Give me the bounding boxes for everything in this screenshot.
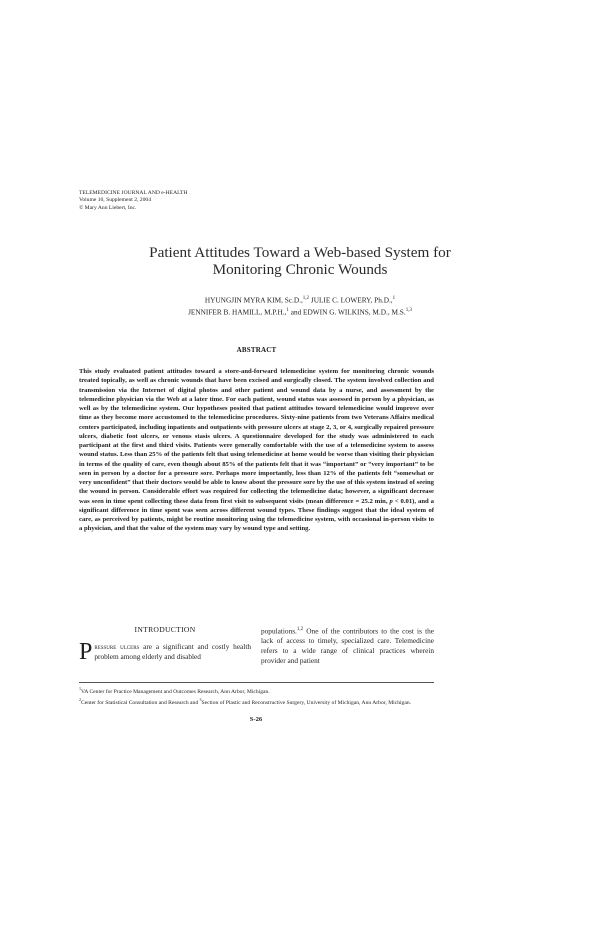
author-hamill-affil: 1 — [286, 308, 289, 314]
footnote-2-marker: 2 — [79, 697, 81, 703]
intro-smallcaps: ressure ulcers — [94, 642, 140, 651]
footnote-1-text: VA Center for Practice Management and Outcomes Research, Ann Arbor, Michigan. — [81, 688, 270, 695]
page-number: S-26 — [249, 716, 263, 723]
introduction-heading: INTRODUCTION — [134, 625, 196, 634]
title-line-1: Patient Attitudes Toward a Web-based System for — [149, 244, 451, 261]
intro-right-text-2: One of the contributors to the cost is the lack of access to timely, specialized care. Telemedicine refers to a wide range of clinical practices wherein provider and patient — [261, 626, 434, 666]
author-kim: HYUNGJIN MYRA KIM, Sc.D., — [204, 295, 303, 305]
title-line-2: Monitoring Chronic Wounds — [212, 261, 388, 278]
abstract-body — [79, 367, 434, 534]
author-list — [60, 293, 540, 318]
author-line-1 — [60, 293, 540, 305]
footnote-1 — [79, 685, 437, 696]
paper-title — [40, 244, 560, 278]
footnote-3-text: Section of Plastic and Reconstructive Surgery, University of Michigan, Ann Arbor, Michigan. — [201, 700, 412, 707]
journal-copyright: © Mary Ann Liebert, Inc. — [79, 204, 137, 211]
abstract-text-part2: < 0.01), and a significant difference in time spent was seen across different wound types. These findings suggest that the ideal system of care, as perceived by patients, might be routine monitoring using the telemedicine system, with occasional in-person visits to a physician, and that the value of the system may vary by wound type and setting. — [79, 497, 434, 533]
author-lowery: JULIE C. LOWERY, Ph.D., — [309, 295, 393, 305]
footnote-divider — [79, 682, 434, 683]
author-wilkins-affil: 1,3 — [405, 308, 412, 314]
author-kim-affil: 1,2 — [302, 296, 310, 301]
right-column — [261, 625, 434, 666]
abstract-text-part1: This study evaluated patient attitudes toward a store-and-forward telemedicine system for monitoring chronic wounds treated topically, as well as chronic wounds that have been excised and surgically closed. The system involved collection and transmission via the Internet of digital photos and other patient and wound data by a nurse, and assessment by the telemedicine physician via the Web at a later time. For each patient, wound status was assessed in person by a physician, as well as by the telemedicine system. Our hypotheses posited that patient attitudes toward telemedicine would improve over time as they become more accustomed to the telemedicine procedures. Sixty-nine patients from two Veterans Affairs medical centers participated, including inpatients and outpatients with pressure ulcers at stage 2, 3, or 4, surgically repaired pressure ulcers, diabetic foot ulcers, or venous stasis ulcers. A questionnaire developed for the study was administered to each participant at the first and third visits. Patients were generally comfortable with the use of a telemedicine system to assess wound status. Less than 25% of the patients felt that using telemedicine at home would be worse than visiting their physician in terms of the quality of care, even though about 85% of the patients felt that it was “important” or “very important” to be seen in person by a doctor for a pressure sore. Perhaps more importantly, less than 12% of the patients felt “somewhat or very unconfident” that their doctors would be able to know about the pressure sore by the use of this system instead of seeing the wound in person. Considerable effort was required for collecting the telemedicine data; however, a significant decrease was seen in time spent collecting these data from first visit to subsequent visits (mean difference = 25.2 min, — [79, 368, 434, 505]
footnote-2-text: Center for Statistical Consultation and Research and — [81, 700, 200, 707]
author-line-2 — [60, 305, 540, 317]
footnote-3-marker: 3 — [199, 697, 202, 703]
intro-citation: 1,2 — [296, 627, 304, 632]
abstract-heading: ABSTRACT — [236, 346, 277, 354]
footnote-2 — [79, 696, 437, 707]
journal-volume: Volume 10, Supplement 2, 2004 — [79, 197, 151, 204]
author-wilkins: and EDWIN G. WILKINS, M.D., M.S. — [288, 307, 406, 317]
left-column — [79, 625, 251, 665]
journal-name: TELEMEDICINE JOURNAL AND e-HEALTH — [79, 190, 188, 196]
author-lowery-affil: 1 — [392, 296, 396, 301]
drop-cap: P — [79, 639, 93, 665]
abstract-p-symbol: p — [389, 497, 393, 505]
intro-paragraph-left — [79, 639, 251, 665]
intro-right-text: populations. — [261, 626, 297, 636]
intro-paragraph-right — [261, 625, 434, 666]
footnotes — [79, 685, 437, 708]
abstract-paragraph — [79, 367, 434, 534]
journal-header — [79, 190, 188, 212]
footnote-1-marker: 1 — [79, 686, 81, 691]
author-hamill: JENNIFER B. HAMILL, M.P.H., — [188, 307, 287, 317]
intro-left-text: are a significant and costly health problem among elderly and disabled — [94, 642, 251, 661]
